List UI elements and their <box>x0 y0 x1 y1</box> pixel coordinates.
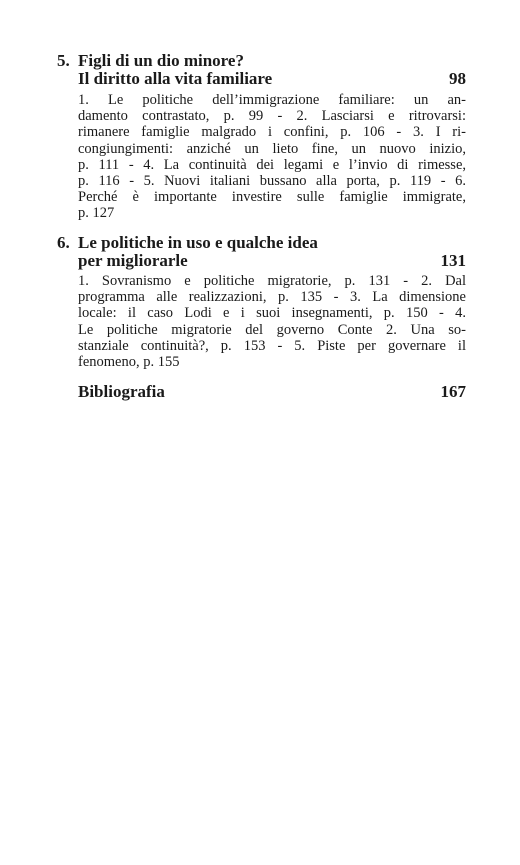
description-line: 1. Sovranismo e politiche migratorie, p. 131 - 2. Dal <box>78 273 466 289</box>
description-line: congiungimenti: anziché un lieto fine, un nuovo inizio, <box>78 140 466 157</box>
description-line: Perché è importante investire sulle famiglie immigrate, <box>78 189 466 206</box>
chapter-number: 5. <box>57 51 70 70</box>
chapter-number: 6. <box>57 233 70 252</box>
description-line: Le politiche migratorie del governo Conte 2. Una so- <box>78 321 466 338</box>
chapter-description <box>78 92 466 222</box>
chapter-title-line-1: Le politiche in uso e qualche idea <box>78 233 318 252</box>
description-line: programma alle realizzazioni, p. 135 - 3. La dimensione <box>78 289 466 306</box>
description-line: locale: il caso Lodi e i suoi insegnamenti, p. 150 - 4. <box>78 305 466 322</box>
bibliography-title: Bibliografia <box>78 382 165 401</box>
description-line: p. 111 - 4. La continuità dei legami e l’invio di rimesse, <box>78 156 466 173</box>
chapter-page-number: 131 <box>440 251 466 270</box>
description-line: fenomeno, p. 155 <box>78 353 180 370</box>
chapter-title-line-1: Figli di un dio minore? <box>78 51 244 70</box>
description-line: p. 116 - 5. Nuovi italiani bussano alla porta, p. 119 - 6. <box>78 172 466 189</box>
description-line: p. 127 <box>78 205 115 222</box>
description-line: rimanere famiglie malgrado i confini, p. 106 - 3. I ri- <box>78 124 466 141</box>
chapter-page-number: 98 <box>449 69 466 88</box>
description-line: 1. Le politiche dell’immigrazione familiare: un an- <box>78 92 466 108</box>
chapter-title-line-2: Il diritto alla vita familiare <box>78 69 273 88</box>
description-line: damento contrastato, p. 99 - 2. Lasciarsi e ritrovarsi: <box>78 108 466 125</box>
chapter-description <box>78 273 466 370</box>
description-line: stanziale continuità?, p. 153 - 5. Piste per governare il <box>78 337 466 354</box>
bibliography-page-number: 167 <box>440 382 466 401</box>
chapter-title-line-2: per migliorarle <box>78 251 188 270</box>
